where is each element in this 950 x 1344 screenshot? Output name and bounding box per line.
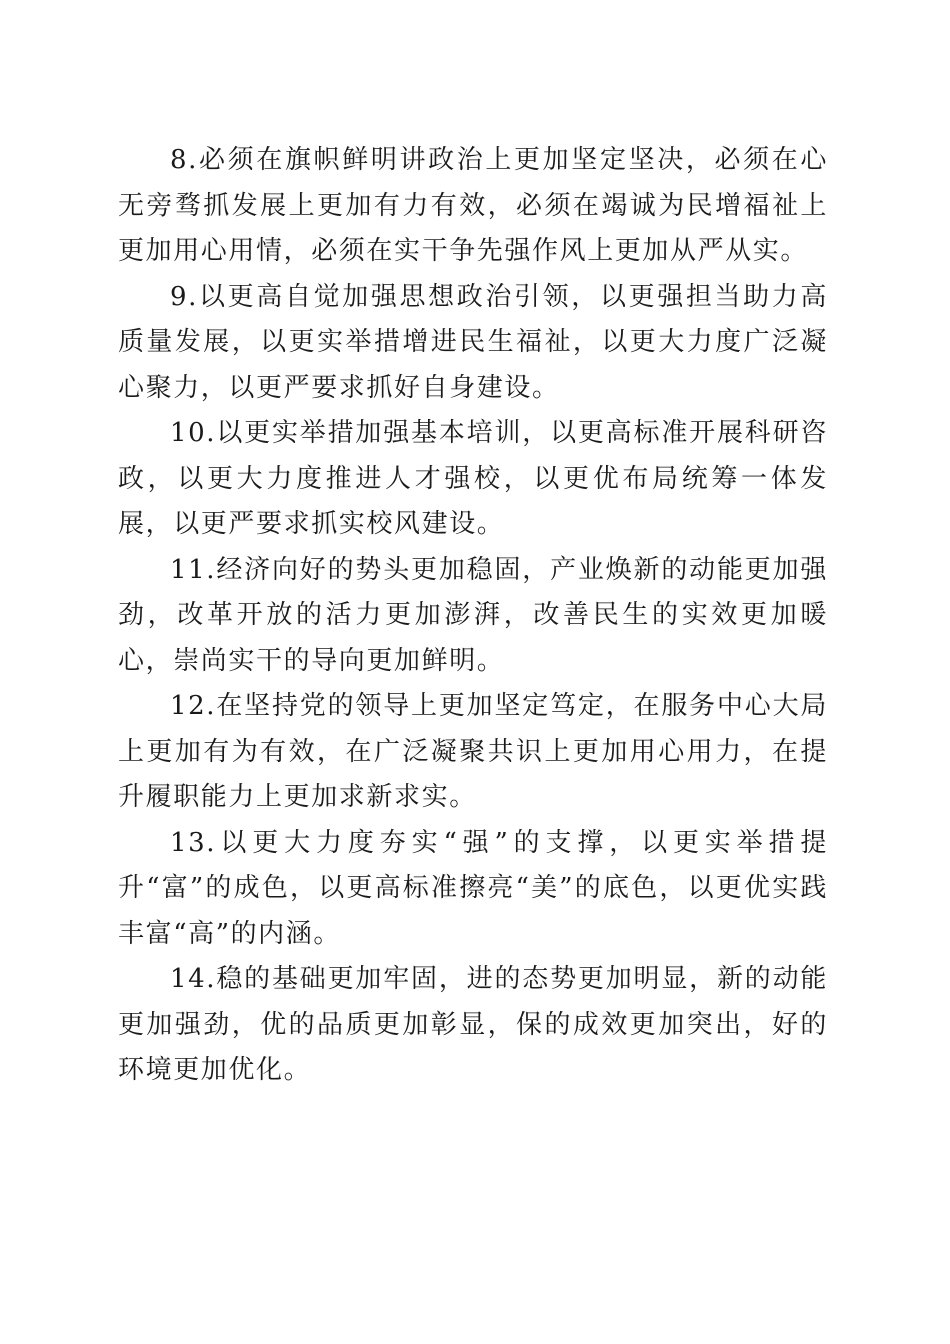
paragraph-9: 9.以更高自觉加强思想政治引领，以更强担当助力高质量发展，以更实举措增进民生福祉，以更大力度广泛凝心聚力，以更严要求抓好自身建设。 — [118, 281, 828, 403]
document-body — [118, 138, 828, 1094]
paragraph-12: 12.在坚持党的领导上更加坚定笃定，在服务中心大局上更加有为有效，在广泛凝聚共识上更加用心用力，在提升履职能力上更加求新求实。 — [118, 691, 828, 812]
paragraph-10: 10.以更实举措加强基本培训，以更高标准开展科研咨政，以更大力度推进人才强校，以更优布局统筹一体发展，以更严要求抓实校风建设。 — [118, 418, 828, 539]
paragraph-14: 14.稳的基础更加牢固，进的态势更加明显，新的动能更加强劲，优的品质更加彰显，保的成效更加突出，好的环境更加优化。 — [118, 964, 828, 1085]
paragraph-8: 8.必须在旗帜鲜明讲政治上更加坚定坚决，必须在心无旁骛抓发展上更加有力有效，必须在竭诚为民增福祉上更加用心用情，必须在实干争先强作风上更加从严从实。 — [118, 145, 828, 266]
paragraph-11: 11.经济向好的势头更加稳固，产业焕新的动能更加强劲，改革开放的活力更加澎湃，改善民生的实效更加暖心，崇尚实干的导向更加鲜明。 — [118, 554, 828, 676]
paragraph-13: 13.以更大力度夯实“强”的支撑，以更实举措提升“富”的成色，以更高标准擦亮“美”的底色，以更优实践丰富“高”的内涵。 — [118, 827, 828, 949]
